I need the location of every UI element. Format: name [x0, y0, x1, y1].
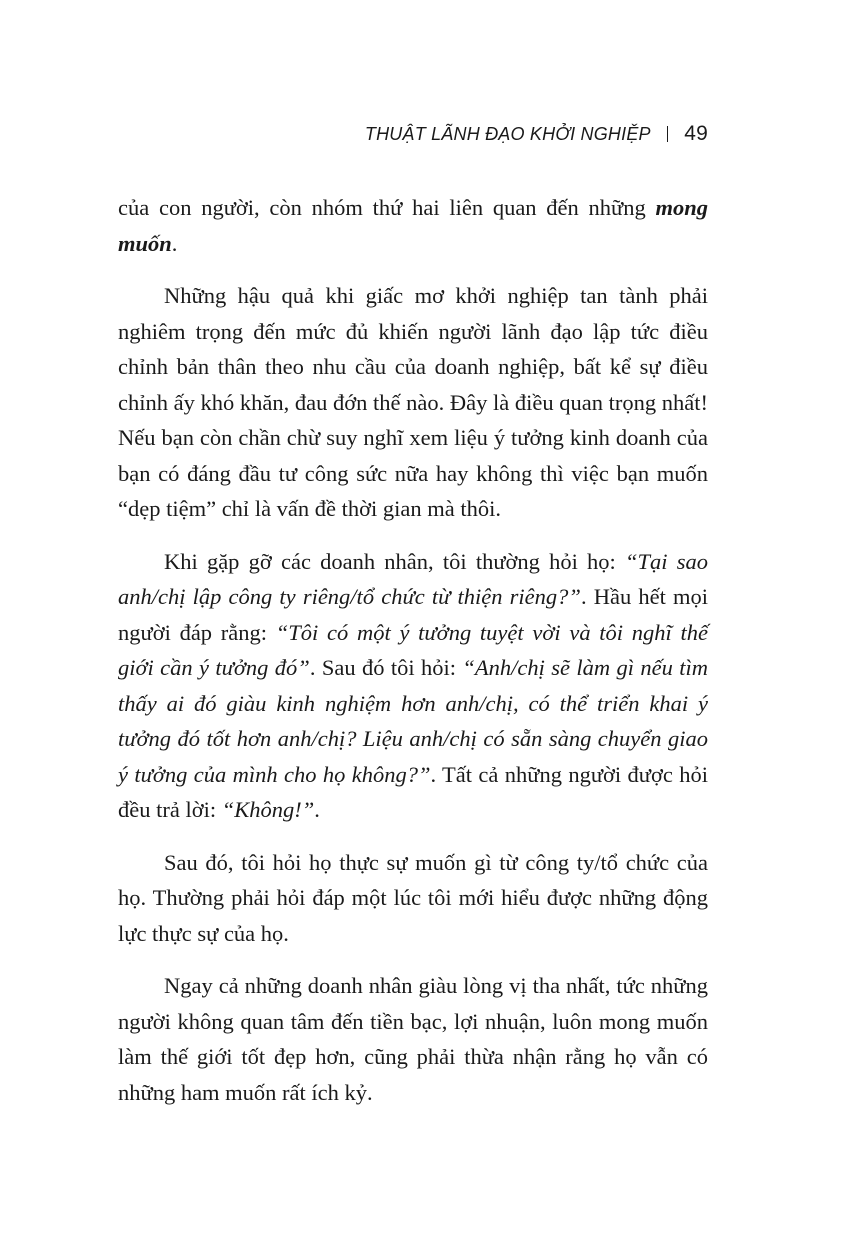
paragraph: Sau đó, tôi hỏi họ thực sự muốn gì từ công ty/tổ chức của họ. Thường phải hỏi đáp một lúc tôi mới hiểu được những động lực thực sự của họ.: [118, 849, 708, 946]
emphasis-text: mong muốn: [118, 195, 708, 256]
paragraph-text: .: [171, 230, 178, 256]
quoted-question: “Anh/chị sẽ làm gì nếu tìm thấy ai đó giàu kinh nghiệm hơn anh/chị, có thể triển khai ý tưởng đó tốt hơn anh/chị? Liệu anh/chị có sẵn sàng chuyển giao ý tưởng của mình cho họ không?”: [118, 655, 708, 787]
page-body: [118, 190, 708, 1127]
quoted-answer: “Không!”: [221, 797, 315, 822]
paragraph-text: .: [314, 797, 320, 822]
paragraph-text: Khi gặp gỡ các doanh nhân, tôi thường hỏi họ:: [164, 548, 626, 574]
paragraph: Ngay cả những doanh nhân giàu lòng vị tha nhất, tức những người không quan tâm đến tiền bạc, lợi nhuận, luôn mong muốn làm thế giới tốt đẹp hơn, cũng phải thừa nhận rằng họ vẫn có những ham muốn rất ích kỷ.: [118, 973, 708, 1105]
paragraph-continued: [118, 190, 708, 261]
quoted-answer: “Tôi có một ý tưởng tuyệt vời và tôi nghĩ thế giới cần ý tưởng đó”: [118, 619, 709, 680]
book-title: THUẬT LÃNH ĐẠO KHỞI NGHIỆP: [364, 124, 651, 144]
paragraph-text: . Tất cả những người được hỏi đều trả lời:: [118, 761, 708, 822]
paragraph-text: của con người, còn nhóm thứ hai liên quan đến những: [118, 195, 656, 220]
page-number: 49: [684, 122, 708, 145]
paragraph-text: . Hầu hết mọi người đáp rằng:: [118, 584, 708, 645]
paragraph: Những hậu quả khi giấc mơ khởi nghiệp tan tành phải nghiêm trọng đến mức đủ khiến người lãnh đạo lập tức điều chỉnh bản thân theo nhu cầu của doanh nghiệp, bất kể sự điều chỉnh ấy khó khăn, đau đớn thế nào. Đây là điều quan trọng nhất! Nếu bạn còn chần chừ suy nghĩ xem liệu ý tưởng kinh doanh của bạn có đáng đầu tư công sức nữa hay không thì việc bạn muốn “dẹp tiệm” chỉ là vấn đề thời gian mà thôi.: [118, 283, 708, 521]
header-divider: [667, 126, 669, 142]
running-header: [365, 122, 708, 146]
paragraph-text: . Sau đó tôi hỏi:: [309, 655, 463, 680]
paragraph: [118, 544, 708, 828]
quoted-question: “Tại sao anh/chị lập công ty riêng/tổ chức từ thiện riêng?”: [118, 548, 708, 609]
